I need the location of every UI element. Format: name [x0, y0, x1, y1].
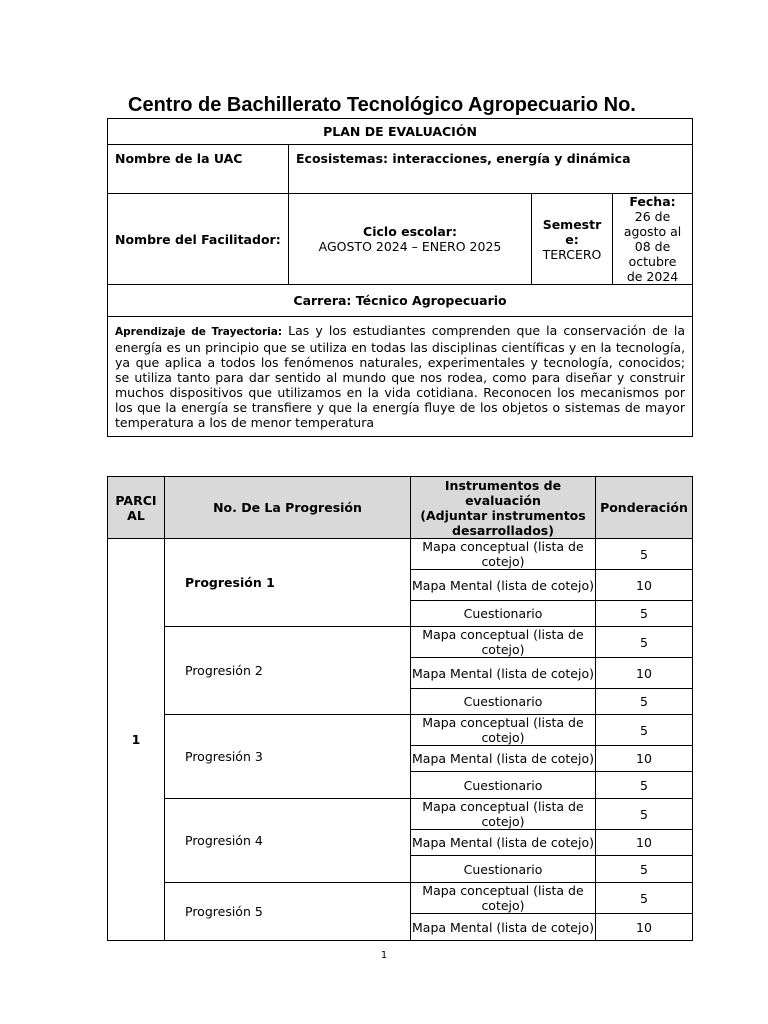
fecha-line: de 2024 [626, 269, 679, 284]
uac-value: Ecosistemas: interacciones, energía y dinámica [289, 145, 693, 194]
instrument-cell: Cuestionario [411, 772, 596, 799]
instrument-cell: Cuestionario [411, 601, 596, 627]
ciclo-label: Ciclo escolar: [363, 224, 457, 239]
page-number: 1 [380, 950, 388, 961]
fecha-cell [613, 194, 693, 285]
fecha-label: Fecha: [629, 194, 676, 209]
instrument-cell: Mapa Mental (lista de cotejo) [411, 746, 596, 772]
uac-label: Nombre de la UAC [108, 145, 289, 194]
semestre-label-line: Semestr [542, 216, 602, 232]
instrument-cell: Mapa Mental (lista de cotejo) [411, 830, 596, 856]
table-row [108, 715, 693, 746]
instrumentos-header-line: desarrollados) [452, 522, 554, 538]
ponderacion-header: Ponderación [596, 477, 693, 539]
instrument-line: Mapa conceptual (lista de [422, 883, 584, 898]
weight-value: 5 [596, 539, 693, 570]
instrument-line: cotejo) [481, 898, 525, 913]
ciclo-cell [289, 194, 532, 285]
instrument-line: cotejo) [481, 642, 525, 657]
instrument-line: Mapa conceptual (lista de [422, 539, 584, 554]
instrument-cell [411, 883, 596, 914]
fecha-line: agosto al [623, 224, 682, 239]
table-row [108, 539, 693, 570]
table-row [108, 883, 693, 914]
weight-value: 5 [596, 772, 693, 799]
instrument-cell [411, 539, 596, 570]
fecha-line: 08 de [634, 239, 671, 254]
weight-value: 5 [596, 856, 693, 883]
progression-name: Progresión 2 [165, 627, 411, 715]
table-row [108, 627, 693, 658]
instrument-cell: Cuestionario [411, 856, 596, 883]
instrument-cell: Mapa Mental (lista de cotejo) [411, 914, 596, 941]
plan-table [107, 118, 693, 437]
document-title: Centro de Bachillerato Tecnológico Agropecuario No. [128, 94, 636, 116]
semestre-label-line: e: [565, 231, 579, 247]
progression-name: Progresión 1 [165, 539, 411, 627]
weight-value: 5 [596, 883, 693, 914]
weight-value: 10 [596, 830, 693, 856]
semestre-cell [532, 194, 613, 285]
parcial-header [108, 477, 165, 539]
instrument-cell [411, 715, 596, 746]
aprendizaje-label: Aprendizaje de Trayectoria: [115, 326, 283, 338]
plan-heading: PLAN DE EVALUACIÓN [108, 119, 693, 145]
evaluation-table [107, 476, 693, 941]
aprendizaje-text: Las y los estudiantes comprenden que la conservación de la energía es un principio que se utiliza en todas las disciplinas científicas y en la tecnología, ya que aplica a todos los fenómenos naturales, experimentales y tecnología, conocidos; se utiliza tanto para dar sentido al mundo que nos rodea, como para diseñar y construir muchos dispositivos que utilizamos en la vida cotidiana. Reconocen los mecanismos por los que la energía se transfiere y que la energía fluye de los objetos o sistemas de mayor temperatura a los de menor temperatura [115, 323, 686, 430]
instrumentos-header [411, 477, 596, 539]
weight-value: 10 [596, 914, 693, 941]
parcial-header-line: AL [127, 507, 145, 523]
weight-value: 5 [596, 715, 693, 746]
instrument-cell: Mapa Mental (lista de cotejo) [411, 658, 596, 689]
parcial-value: 1 [108, 539, 165, 941]
semestre-value: TERCERO [542, 246, 602, 262]
instrument-line: Mapa conceptual (lista de [422, 627, 584, 642]
instrumentos-header-line: (Adjuntar instrumentos [420, 507, 586, 523]
aprendizaje-cell [108, 317, 693, 437]
carrera: Carrera: Técnico Agropecuario [108, 285, 693, 317]
instrumentos-header-line: Instrumentos de [444, 477, 562, 493]
instrument-cell: Cuestionario [411, 689, 596, 715]
semestre-label [532, 217, 612, 247]
instrument-cell [411, 627, 596, 658]
progression-name: Progresión 5 [165, 883, 411, 941]
instrument-line: cotejo) [481, 554, 525, 569]
weight-value: 5 [596, 799, 693, 830]
instrument-line: Mapa conceptual (lista de [422, 715, 584, 730]
progression-name: Progresión 4 [165, 799, 411, 883]
instrument-line: cotejo) [481, 730, 525, 745]
facilitador-label: Nombre del Facilitador: [108, 194, 289, 285]
instrument-cell: Mapa Mental (lista de cotejo) [411, 570, 596, 601]
weight-value: 10 [596, 746, 693, 772]
ciclo-value: AGOSTO 2024 – ENERO 2025 [318, 239, 502, 254]
weight-value: 5 [596, 601, 693, 627]
fecha-line: octubre [628, 254, 677, 269]
weight-value: 5 [596, 627, 693, 658]
table-row [108, 799, 693, 830]
instrument-cell [411, 799, 596, 830]
fecha-line: 26 de [634, 209, 671, 224]
weight-value: 10 [596, 658, 693, 689]
parcial-header-line: PARCI [115, 492, 157, 508]
instrument-line: cotejo) [481, 814, 525, 829]
weight-value: 5 [596, 689, 693, 715]
progresion-header: No. De La Progresión [165, 477, 411, 539]
weight-value: 10 [596, 570, 693, 601]
instrument-line: Mapa conceptual (lista de [422, 799, 584, 814]
instrumentos-header-line: evaluación [465, 492, 541, 508]
progression-name: Progresión 3 [165, 715, 411, 799]
